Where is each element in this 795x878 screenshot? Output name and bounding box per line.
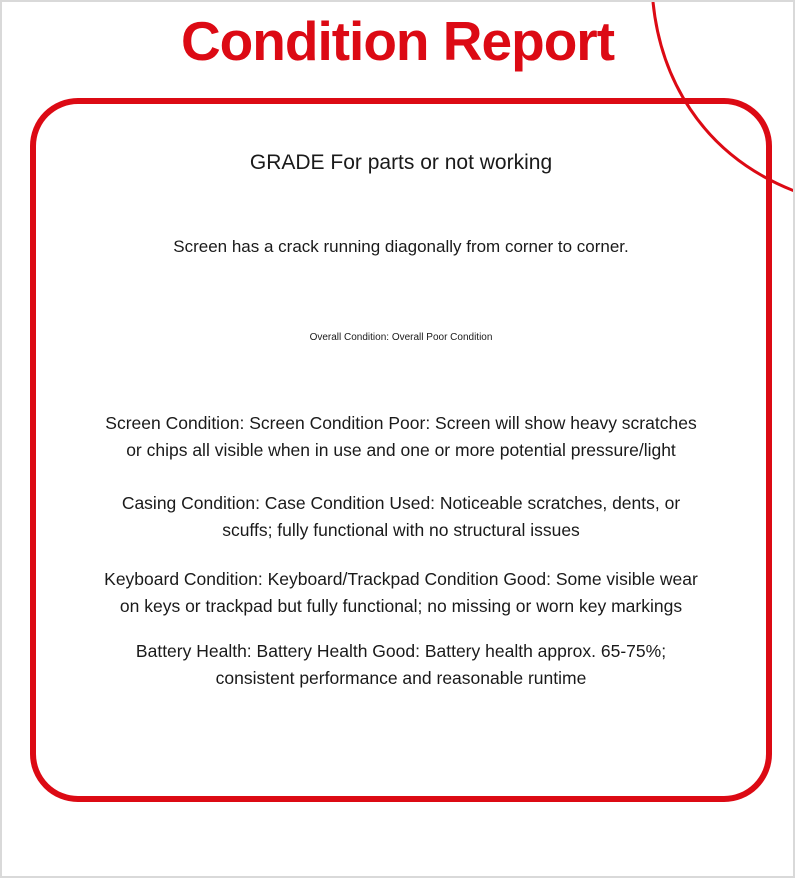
screen-condition-text xyxy=(61,410,741,464)
text-line: on keys or trackpad but fully functional; no missing or worn key markings xyxy=(119,596,683,616)
text-line: Casing Condition: Case Condition Used: Noticeable scratches, dents, or xyxy=(121,493,681,513)
grade-heading: GRADE For parts or not working xyxy=(249,151,553,174)
battery-health-text xyxy=(61,638,741,692)
text-line: scuffs; fully functional with no structural issues xyxy=(222,520,580,540)
damage-summary-text: Screen has a crack running diagonally from corner to corner. xyxy=(173,237,629,256)
text-line: Battery Health: Battery Health Good: Battery health approx. 65-75%; xyxy=(135,641,667,661)
text-line: or chips all visible when in use and one or more potential pressure/light xyxy=(126,440,676,460)
page-title: Condition Report xyxy=(180,10,615,72)
text-line: Keyboard Condition: Keyboard/Trackpad Condition Good: Some visible wear xyxy=(104,569,698,589)
text-line: consistent performance and reasonable runtime xyxy=(215,668,587,688)
keyboard-condition-text xyxy=(61,566,741,620)
text-line: Screen Condition: Screen Condition Poor: Screen will show heavy scratches xyxy=(105,413,697,433)
report-box xyxy=(30,98,772,802)
overall-condition-text: Overall Condition: Overall Poor Condition xyxy=(309,332,493,343)
casing-condition-text xyxy=(61,490,741,544)
